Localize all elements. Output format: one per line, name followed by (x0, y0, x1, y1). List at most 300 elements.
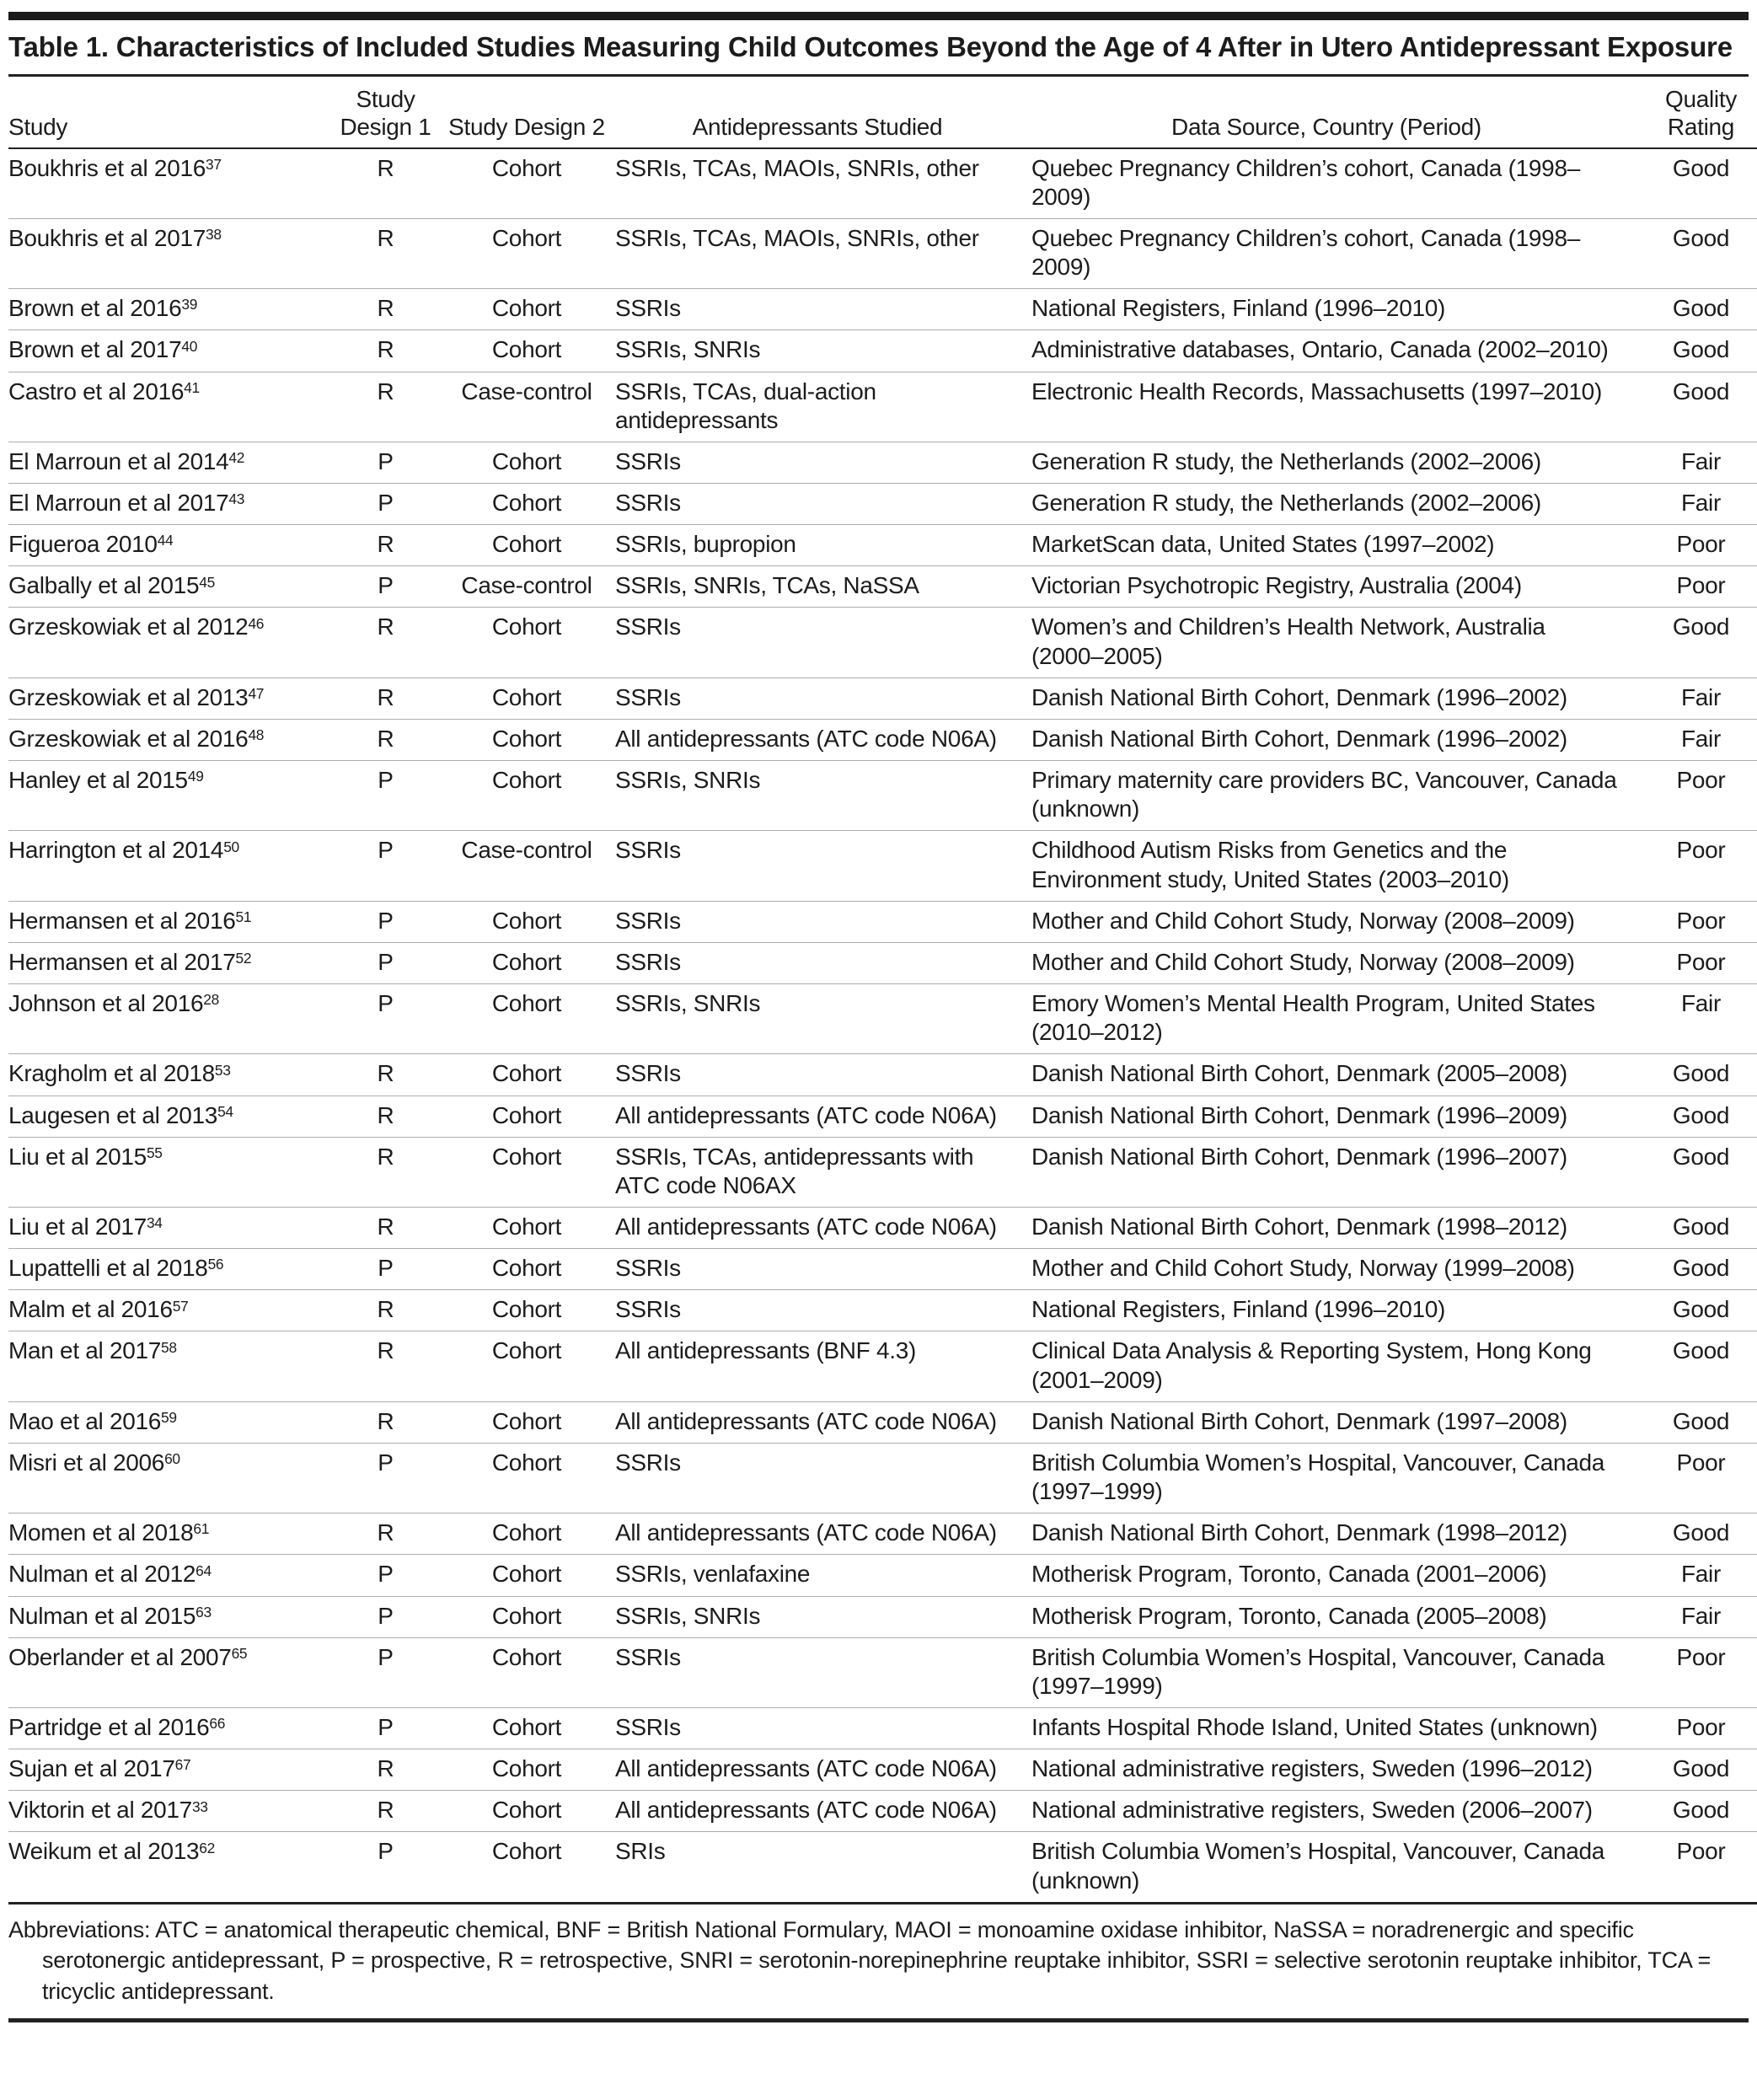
quality-rating-cell: Fair (1631, 1596, 1757, 1637)
study-design-1-cell: R (333, 678, 438, 719)
study-design-1-cell: R (333, 1513, 438, 1555)
table-header (8, 77, 1757, 148)
antidepressants-cell: SRIs (615, 1832, 1031, 1903)
table-row (8, 484, 1757, 525)
table-body (8, 148, 1757, 1904)
quality-rating-cell: Poor (1631, 1637, 1757, 1707)
quality-rating-cell: Poor (1631, 901, 1757, 942)
study-name: Lupattelli et al 2018 (8, 1255, 208, 1282)
antidepressants-cell: All antidepressants (ATC code N06A) (615, 1207, 1031, 1248)
study-design-2-cell: Cohort (438, 608, 615, 678)
reference-superscript: 61 (193, 1520, 210, 1538)
reference-superscript: 51 (235, 908, 252, 925)
data-source-cell: Danish National Birth Cohort, Denmark (2005–2008) (1031, 1054, 1631, 1096)
table-row (8, 719, 1757, 760)
study-design-1-cell: R (333, 525, 438, 566)
study-name: Castro et al 2016 (8, 378, 185, 404)
study-design-1-cell: P (333, 984, 438, 1054)
study-cell (8, 1555, 333, 1596)
reference-superscript: 41 (184, 378, 200, 396)
study-design-1-cell: P (333, 942, 438, 983)
quality-rating-cell: Fair (1631, 984, 1757, 1054)
antidepressants-cell: SSRIs (615, 442, 1031, 483)
study-design-1-cell: P (333, 1249, 438, 1290)
study-design-2-cell: Case-control (438, 372, 615, 442)
antidepressants-cell: SSRIs (615, 831, 1031, 901)
study-name: Momen et al 2018 (8, 1519, 194, 1546)
table-row (8, 1207, 1757, 1248)
study-design-2-cell: Cohort (438, 1207, 615, 1248)
quality-rating-cell: Good (1631, 1290, 1757, 1331)
study-design-2-cell: Cohort (438, 1401, 615, 1443)
data-source-cell: National Registers, Finland (1996–2010) (1031, 289, 1631, 330)
study-cell (8, 1401, 333, 1443)
study-design-1-cell: R (333, 148, 438, 219)
quality-rating-cell: Good (1631, 1791, 1757, 1832)
reference-superscript: 46 (248, 614, 265, 632)
study-name: Nulman et al 2012 (8, 1561, 196, 1588)
study-name: Kragholm et al 2018 (8, 1060, 215, 1087)
antidepressants-cell: SSRIs (615, 1290, 1031, 1331)
reference-superscript: 45 (199, 573, 215, 591)
study-name: Grzeskowiak et al 2016 (8, 725, 249, 752)
header-study-design-1: Study Design 1 (333, 77, 438, 148)
study-cell (8, 1791, 333, 1832)
study-design-1-cell: P (333, 1555, 438, 1596)
study-cell (8, 148, 333, 219)
data-source-cell: Danish National Birth Cohort, Denmark (1996–2009) (1031, 1096, 1631, 1137)
quality-rating-cell: Good (1631, 372, 1757, 442)
study-name: Man et al 2017 (8, 1337, 162, 1364)
data-source-cell: Danish National Birth Cohort, Denmark (1996–2007) (1031, 1137, 1631, 1207)
quality-rating-cell: Good (1631, 1054, 1757, 1096)
data-source-cell: Danish National Birth Cohort, Denmark (1997–2008) (1031, 1401, 1631, 1443)
study-design-2-cell: Cohort (438, 484, 615, 525)
study-name: Partridge et al 2016 (8, 1714, 210, 1741)
table-row (8, 1054, 1757, 1096)
study-design-1-cell: P (333, 901, 438, 942)
quality-rating-cell: Good (1631, 1331, 1757, 1401)
antidepressants-cell: SSRIs, SNRIs, TCAs, NaSSA (615, 566, 1031, 608)
study-name: Oberlander et al 2007 (8, 1643, 232, 1670)
table-row (8, 1708, 1757, 1749)
quality-rating-cell: Poor (1631, 566, 1757, 608)
antidepressants-cell: All antidepressants (ATC code N06A) (615, 1096, 1031, 1137)
data-source-cell: Danish National Birth Cohort, Denmark (1996–2002) (1031, 678, 1631, 719)
quality-rating-cell: Fair (1631, 1555, 1757, 1596)
study-cell (8, 984, 333, 1054)
quality-rating-cell: Good (1631, 1513, 1757, 1555)
data-source-cell: Danish National Birth Cohort, Denmark (1998–2012) (1031, 1207, 1631, 1248)
antidepressants-cell: SSRIs, SNRIs (615, 984, 1031, 1054)
data-source-cell: Mother and Child Cohort Study, Norway (2008–2009) (1031, 942, 1631, 983)
study-cell (8, 901, 333, 942)
table-top-rule (8, 12, 1749, 20)
header-quality-rating: Quality Rating (1631, 77, 1757, 148)
reference-superscript: 57 (172, 1297, 189, 1315)
table-row (8, 1749, 1757, 1791)
table-row (8, 942, 1757, 983)
reference-superscript: 50 (223, 838, 239, 855)
data-source-cell: Women’s and Children’s Health Network, Australia (2000–2005) (1031, 608, 1631, 678)
study-name: Mao et al 2016 (8, 1407, 162, 1434)
reference-superscript: 43 (228, 490, 245, 508)
study-name: Malm et al 2016 (8, 1296, 173, 1323)
data-source-cell: National administrative registers, Sweden (1996–2012) (1031, 1749, 1631, 1791)
study-cell (8, 1443, 333, 1513)
study-cell (8, 1137, 333, 1207)
table-row (8, 678, 1757, 719)
quality-rating-cell: Good (1631, 289, 1757, 330)
study-cell (8, 1708, 333, 1749)
study-design-2-cell: Cohort (438, 1832, 615, 1903)
study-cell (8, 1749, 333, 1791)
study-name: Liu et al 2017 (8, 1213, 147, 1240)
data-source-cell: Quebec Pregnancy Children’s cohort, Canada (1998–2009) (1031, 218, 1631, 288)
study-cell (8, 1096, 333, 1137)
antidepressants-cell: SSRIs (615, 678, 1031, 719)
antidepressants-cell: SSRIs, SNRIs (615, 761, 1031, 831)
reference-superscript: 59 (161, 1408, 177, 1426)
study-design-1-cell: R (333, 1290, 438, 1331)
data-source-cell: National Registers, Finland (1996–2010) (1031, 1290, 1631, 1331)
table-row (8, 608, 1757, 678)
study-cell (8, 831, 333, 901)
data-source-cell: Clinical Data Analysis & Reporting System, Hong Kong (2001–2009) (1031, 1331, 1631, 1401)
study-cell (8, 1249, 333, 1290)
reference-superscript: 63 (196, 1603, 212, 1621)
study-cell (8, 1054, 333, 1096)
study-cell (8, 1207, 333, 1248)
quality-rating-cell: Poor (1631, 1708, 1757, 1749)
data-source-cell: Motherisk Program, Toronto, Canada (2005–2008) (1031, 1596, 1631, 1637)
study-design-1-cell: R (333, 218, 438, 288)
reference-superscript: 56 (207, 1256, 224, 1273)
study-cell (8, 525, 333, 566)
study-name: Boukhris et al 2017 (8, 224, 206, 251)
table-row (8, 1596, 1757, 1637)
data-source-cell: Childhood Autism Risks from Genetics and the Environment study, United States (2003–2010) (1031, 831, 1631, 901)
study-design-1-cell: P (333, 442, 438, 483)
study-cell (8, 761, 333, 831)
table-row (8, 566, 1757, 608)
antidepressants-cell: All antidepressants (ATC code N06A) (615, 719, 1031, 760)
study-design-2-cell: Cohort (438, 984, 615, 1054)
study-design-2-cell: Cohort (438, 148, 615, 219)
table-row (8, 1513, 1757, 1555)
study-cell (8, 218, 333, 288)
included-studies-table (8, 77, 1757, 1904)
study-design-2-cell: Cohort (438, 1791, 615, 1832)
table-row (8, 901, 1757, 942)
data-source-cell: Motherisk Program, Toronto, Canada (2001–2006) (1031, 1555, 1631, 1596)
quality-rating-cell: Poor (1631, 761, 1757, 831)
study-design-1-cell: R (333, 1137, 438, 1207)
data-source-cell: Administrative databases, Ontario, Canada (2002–2010) (1031, 330, 1631, 372)
data-source-cell: Mother and Child Cohort Study, Norway (2008–2009) (1031, 901, 1631, 942)
study-name: Grzeskowiak et al 2013 (8, 683, 249, 710)
reference-superscript: 33 (191, 1797, 208, 1815)
reference-superscript: 52 (235, 950, 252, 967)
study-name: Nulman et al 2015 (8, 1602, 196, 1629)
study-name: Hermansen et al 2016 (8, 907, 236, 934)
data-source-cell: National administrative registers, Sweden (2006–2007) (1031, 1791, 1631, 1832)
study-name: Brown et al 2016 (8, 295, 182, 322)
reference-superscript: 44 (157, 532, 174, 549)
study-design-2-cell: Cohort (438, 1513, 615, 1555)
study-cell (8, 442, 333, 483)
reference-superscript: 58 (161, 1338, 177, 1356)
quality-rating-cell: Good (1631, 1249, 1757, 1290)
header-row (8, 77, 1757, 148)
antidepressants-cell: SSRIs, venlafaxine (615, 1555, 1031, 1596)
study-design-2-cell: Cohort (438, 942, 615, 983)
table-row (8, 1331, 1757, 1401)
reference-superscript: 40 (181, 337, 198, 355)
antidepressants-cell: SSRIs, TCAs, antidepressants with ATC code N06AX (615, 1137, 1031, 1207)
study-name: Hanley et al 2015 (8, 767, 188, 794)
table-row (8, 442, 1757, 483)
table-row (8, 1096, 1757, 1137)
data-source-cell: Victorian Psychotropic Registry, Australia (2004) (1031, 566, 1631, 608)
study-design-1-cell: R (333, 1096, 438, 1137)
study-cell (8, 719, 333, 760)
study-design-2-cell: Cohort (438, 719, 615, 760)
study-design-2-cell: Cohort (438, 1443, 615, 1513)
reference-superscript: 67 (174, 1756, 191, 1774)
table-row (8, 1832, 1757, 1903)
reference-superscript: 66 (209, 1715, 226, 1733)
study-design-1-cell: P (333, 1637, 438, 1707)
study-design-2-cell: Cohort (438, 1708, 615, 1749)
study-design-2-cell: Cohort (438, 330, 615, 372)
study-design-2-cell: Cohort (438, 1331, 615, 1401)
table-row (8, 525, 1757, 566)
study-cell (8, 1637, 333, 1707)
abbreviations-footnote: Abbreviations: ATC = anatomical therapeutic chemical, BNF = British National Formulary, MAOI = monoamine oxidase inhibitor, NaSSA = noradrenergic and specific serotonergic antidepressant, P = prospective, R = retrospective, SNRI = serotonin-norepinephrine reuptake inhibitor, SSRI = selective serotonin reuptake inhibitor, TCA = tricyclic antidepressant. (8, 1904, 1749, 2022)
table-row (8, 761, 1757, 831)
study-design-2-cell: Cohort (438, 1054, 615, 1096)
study-design-1-cell: R (333, 372, 438, 442)
header-study: Study (8, 77, 333, 148)
table-row (8, 1637, 1757, 1707)
study-design-1-cell: P (333, 1443, 438, 1513)
study-design-1-cell: R (333, 1331, 438, 1401)
quality-rating-cell: Good (1631, 1401, 1757, 1443)
reference-superscript: 48 (248, 726, 265, 744)
study-cell (8, 1596, 333, 1637)
study-name: Misri et al 2006 (8, 1449, 165, 1476)
study-design-1-cell: R (333, 1054, 438, 1096)
antidepressants-cell: SSRIs (615, 942, 1031, 983)
reference-superscript: 42 (228, 449, 245, 467)
table-row (8, 148, 1757, 219)
antidepressants-cell: SSRIs (615, 901, 1031, 942)
study-design-1-cell: P (333, 1708, 438, 1749)
study-design-2-cell: Cohort (438, 289, 615, 330)
study-name: El Marroun et al 2017 (8, 490, 229, 517)
study-design-2-cell: Cohort (438, 901, 615, 942)
study-name: Hermansen et al 2017 (8, 948, 236, 975)
study-name: Brown et al 2017 (8, 336, 182, 363)
study-design-2-cell: Cohort (438, 1749, 615, 1791)
antidepressants-cell: SSRIs (615, 484, 1031, 525)
study-cell (8, 942, 333, 983)
antidepressants-cell: SSRIs (615, 1054, 1031, 1096)
reference-superscript: 53 (214, 1061, 231, 1079)
reference-superscript: 37 (206, 155, 222, 173)
quality-rating-cell: Good (1631, 1207, 1757, 1248)
study-cell (8, 484, 333, 525)
study-name: Galbally et al 2015 (8, 572, 200, 599)
study-design-2-cell: Cohort (438, 1555, 615, 1596)
antidepressants-cell: SSRIs (615, 1708, 1031, 1749)
quality-rating-cell: Good (1631, 148, 1757, 219)
study-design-1-cell: R (333, 330, 438, 372)
quality-rating-cell: Good (1631, 1137, 1757, 1207)
data-source-cell: Danish National Birth Cohort, Denmark (1996–2002) (1031, 719, 1631, 760)
quality-rating-cell: Fair (1631, 678, 1757, 719)
study-design-1-cell: P (333, 761, 438, 831)
study-name: Sujan et al 2017 (8, 1755, 175, 1782)
antidepressants-cell: SSRIs (615, 1637, 1031, 1707)
study-cell (8, 330, 333, 372)
header-antidepressants-studied: Antidepressants Studied (615, 77, 1031, 148)
antidepressants-cell: SSRIs (615, 289, 1031, 330)
antidepressants-cell: All antidepressants (BNF 4.3) (615, 1331, 1031, 1401)
quality-rating-cell: Poor (1631, 525, 1757, 566)
antidepressants-cell: SSRIs, TCAs, MAOIs, SNRIs, other (615, 218, 1031, 288)
reference-superscript: 34 (146, 1214, 163, 1232)
study-design-2-cell: Cohort (438, 1290, 615, 1331)
study-design-1-cell: R (333, 719, 438, 760)
antidepressants-cell: SSRIs (615, 1443, 1031, 1513)
study-name: Boukhris et al 2016 (8, 154, 206, 181)
reference-superscript: 39 (181, 296, 198, 313)
study-design-2-cell: Cohort (438, 525, 615, 566)
reference-superscript: 60 (164, 1450, 180, 1468)
data-source-cell: Mother and Child Cohort Study, Norway (1999–2008) (1031, 1249, 1631, 1290)
data-source-cell: Emory Women’s Mental Health Program, United States (2010–2012) (1031, 984, 1631, 1054)
table-row (8, 218, 1757, 288)
header-data-source: Data Source, Country (Period) (1031, 77, 1631, 148)
reference-superscript: 64 (196, 1562, 212, 1579)
study-cell (8, 372, 333, 442)
study-design-2-cell: Cohort (438, 1596, 615, 1637)
data-source-cell: Danish National Birth Cohort, Denmark (1998–2012) (1031, 1513, 1631, 1555)
table-row (8, 330, 1757, 372)
reference-superscript: 38 (206, 226, 222, 244)
study-design-1-cell: R (333, 608, 438, 678)
study-cell (8, 608, 333, 678)
study-cell (8, 1832, 333, 1903)
study-design-2-cell: Cohort (438, 1137, 615, 1207)
study-design-2-cell: Cohort (438, 1637, 615, 1707)
study-name: El Marroun et al 2014 (8, 447, 229, 474)
study-cell (8, 1290, 333, 1331)
reference-superscript: 55 (146, 1144, 163, 1161)
reference-superscript: 47 (248, 685, 265, 702)
study-design-2-cell: Cohort (438, 761, 615, 831)
quality-rating-cell: Poor (1631, 942, 1757, 983)
study-design-2-cell: Case-control (438, 831, 615, 901)
study-name: Grzeskowiak et al 2012 (8, 613, 249, 640)
study-design-1-cell: R (333, 1207, 438, 1248)
study-name: Johnson et al 2016 (8, 990, 204, 1017)
reference-superscript: 49 (187, 768, 204, 785)
data-source-cell: MarketScan data, United States (1997–2002) (1031, 525, 1631, 566)
data-source-cell: Primary maternity care providers BC, Vancouver, Canada (unknown) (1031, 761, 1631, 831)
table-row (8, 289, 1757, 330)
antidepressants-cell: SSRIs (615, 1249, 1031, 1290)
antidepressants-cell: All antidepressants (ATC code N06A) (615, 1749, 1031, 1791)
study-design-2-cell: Cohort (438, 1249, 615, 1290)
reference-superscript: 65 (231, 1644, 248, 1662)
quality-rating-cell: Poor (1631, 1443, 1757, 1513)
reference-superscript: 28 (203, 991, 219, 1009)
table-row (8, 1401, 1757, 1443)
study-cell (8, 1513, 333, 1555)
study-cell (8, 678, 333, 719)
quality-rating-cell: Fair (1631, 484, 1757, 525)
antidepressants-cell: All antidepressants (ATC code N06A) (615, 1791, 1031, 1832)
antidepressants-cell: SSRIs, TCAs, dual-action antidepressants (615, 372, 1031, 442)
study-name: Weikum et al 2013 (8, 1838, 200, 1865)
quality-rating-cell: Poor (1631, 831, 1757, 901)
study-name: Viktorin et al 2017 (8, 1797, 192, 1824)
study-design-1-cell: P (333, 566, 438, 608)
study-cell (8, 1331, 333, 1401)
study-design-2-cell: Case-control (438, 566, 615, 608)
study-name: Figueroa 2010 (8, 531, 158, 558)
study-name: Laugesen et al 2013 (8, 1101, 218, 1128)
data-source-cell: Generation R study, the Netherlands (2002–2006) (1031, 442, 1631, 483)
study-design-2-cell: Cohort (438, 1096, 615, 1137)
data-source-cell: Electronic Health Records, Massachusetts (1997–2010) (1031, 372, 1631, 442)
study-name: Liu et al 2015 (8, 1143, 147, 1170)
data-source-cell: British Columbia Women’s Hospital, Vancouver, Canada (1997–1999) (1031, 1637, 1631, 1707)
antidepressants-cell: All antidepressants (ATC code N06A) (615, 1513, 1031, 1555)
data-source-cell: British Columbia Women’s Hospital, Vancouver, Canada (unknown) (1031, 1832, 1631, 1903)
study-design-1-cell: P (333, 484, 438, 525)
header-study-design-2: Study Design 2 (438, 77, 615, 148)
data-source-cell: British Columbia Women’s Hospital, Vancouver, Canada (1997–1999) (1031, 1443, 1631, 1513)
quality-rating-cell: Fair (1631, 719, 1757, 760)
antidepressants-cell: SSRIs, SNRIs (615, 1596, 1031, 1637)
study-cell (8, 566, 333, 608)
study-design-1-cell: R (333, 1791, 438, 1832)
table-row (8, 831, 1757, 901)
data-source-cell: Infants Hospital Rhode Island, United States (unknown) (1031, 1708, 1631, 1749)
table-row (8, 372, 1757, 442)
table-row (8, 984, 1757, 1054)
antidepressants-cell: SSRIs, SNRIs (615, 330, 1031, 372)
antidepressants-cell: All antidepressants (ATC code N06A) (615, 1401, 1031, 1443)
study-design-2-cell: Cohort (438, 218, 615, 288)
study-design-1-cell: R (333, 1401, 438, 1443)
table-row (8, 1290, 1757, 1331)
study-design-1-cell: R (333, 289, 438, 330)
study-design-1-cell: P (333, 831, 438, 901)
quality-rating-cell: Fair (1631, 442, 1757, 483)
study-design-1-cell: P (333, 1596, 438, 1637)
table-row (8, 1555, 1757, 1596)
quality-rating-cell: Good (1631, 608, 1757, 678)
study-design-2-cell: Cohort (438, 442, 615, 483)
quality-rating-cell: Good (1631, 330, 1757, 372)
table-title: Table 1. Characteristics of Included Studies Measuring Child Outcomes Beyond the Age of 4 After in Utero Antidepressant Exposure (8, 29, 1749, 77)
quality-rating-cell: Good (1631, 1096, 1757, 1137)
